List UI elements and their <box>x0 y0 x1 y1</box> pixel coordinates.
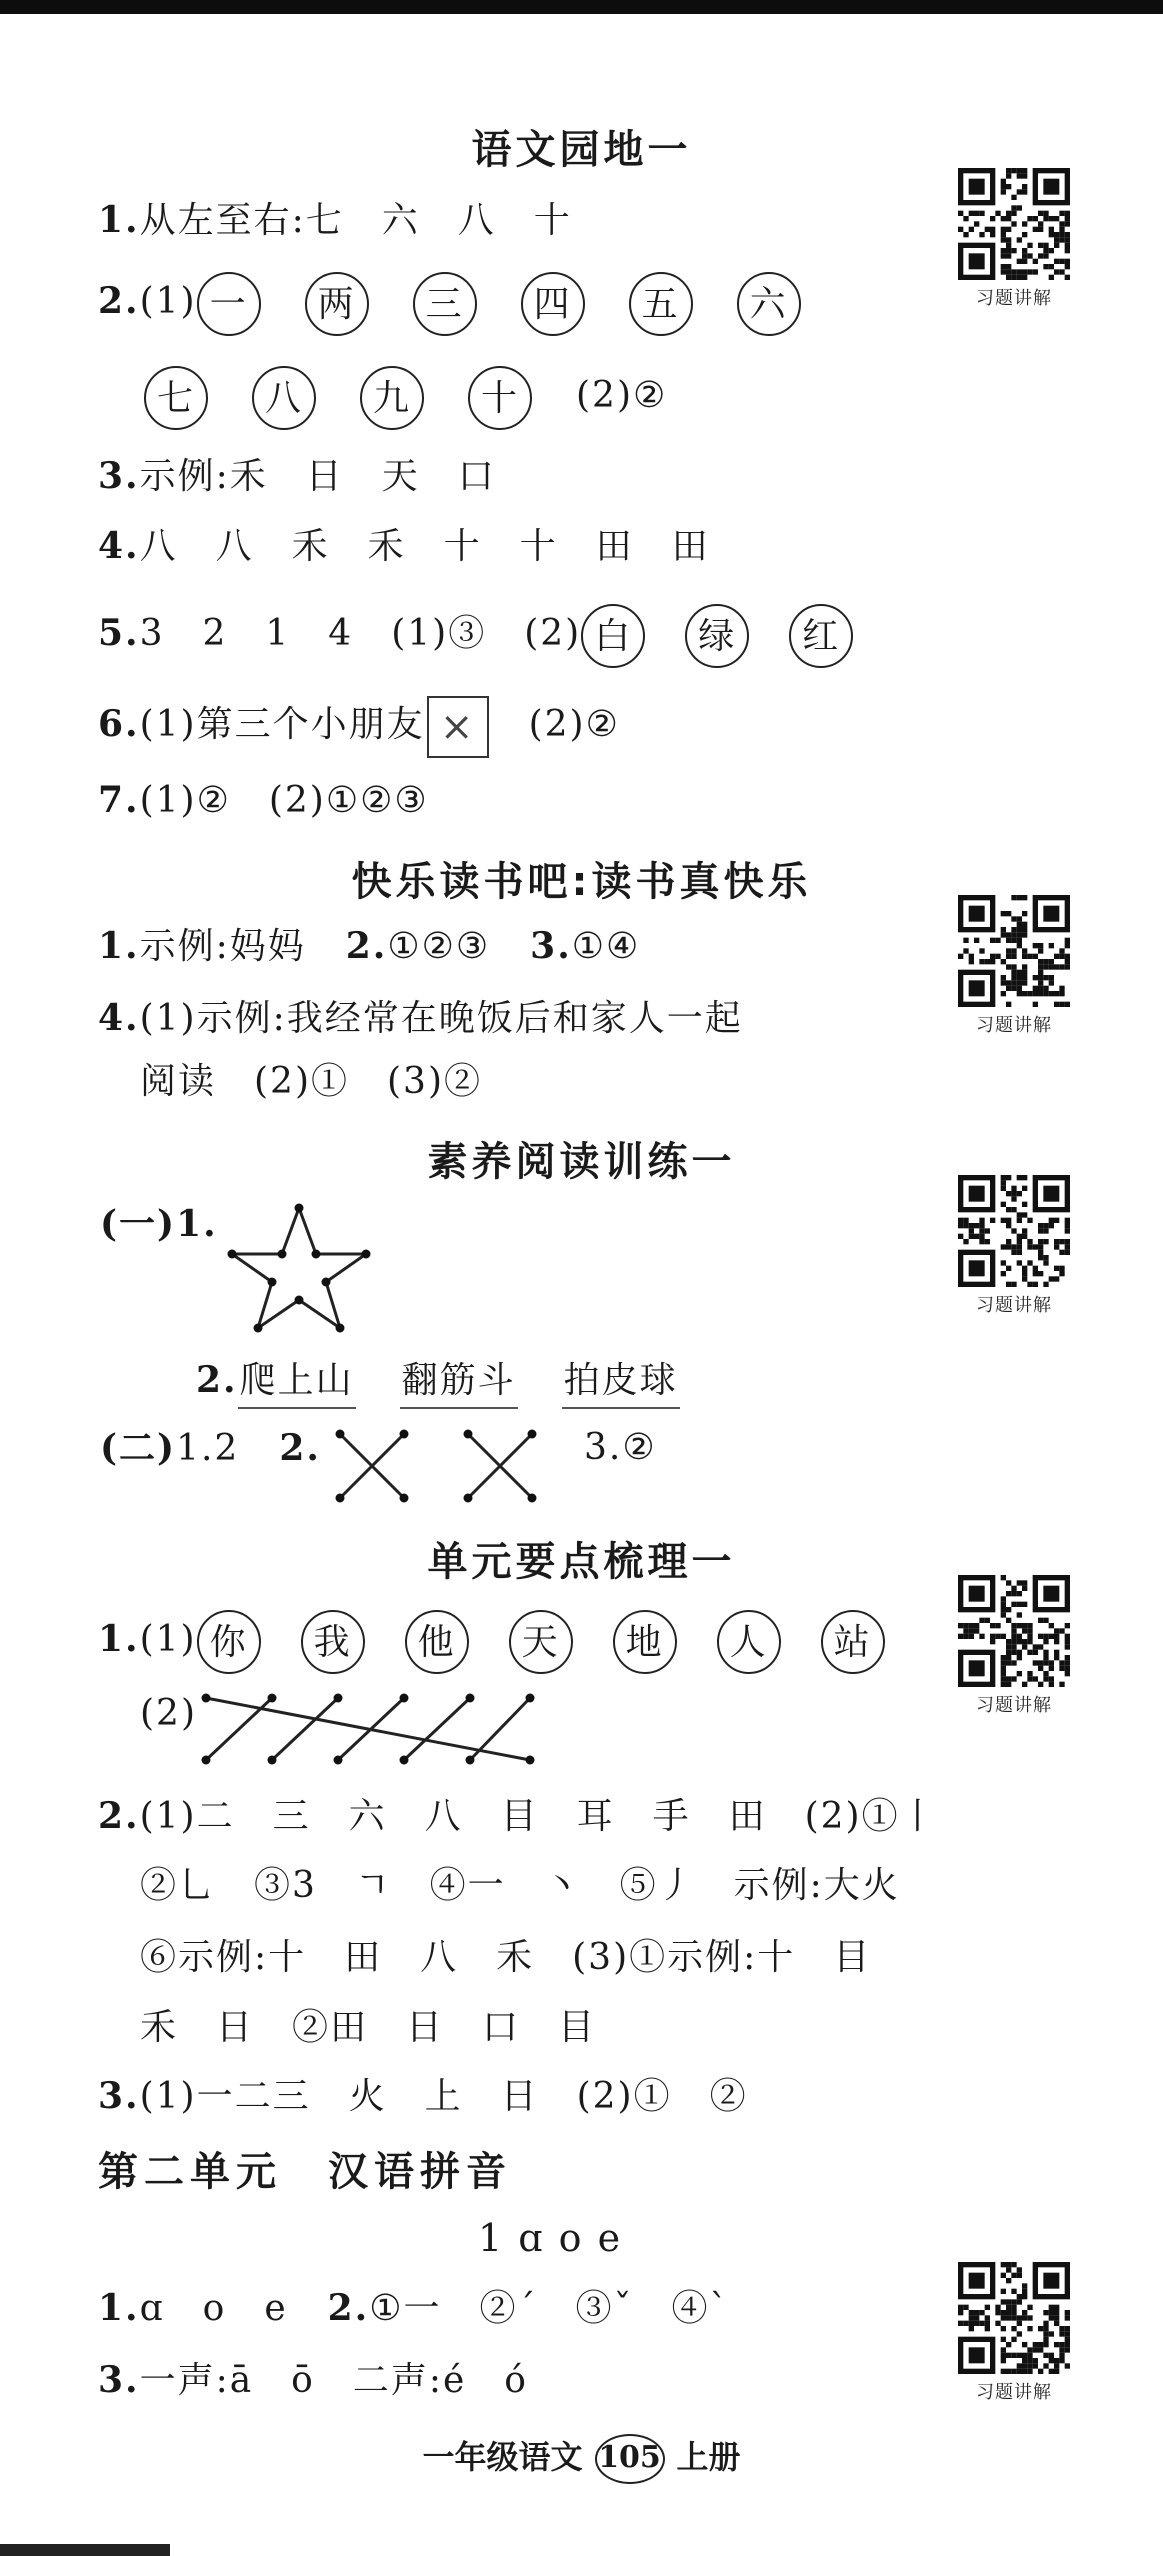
star-dot <box>362 1250 371 1259</box>
answer-training-2-3: 3.② <box>584 1427 657 1468</box>
answer-text: (2)② <box>528 704 620 745</box>
answer-text: ①④ <box>571 926 641 967</box>
qr-caption: 习题讲解 <box>976 288 1052 309</box>
underlined-word: 翻筋斗 <box>400 1357 518 1409</box>
answer-text: (1)一二三 火 上 日 (2)① ② <box>139 2076 748 2117</box>
answer-text: 1.2 <box>176 1428 240 1469</box>
section-title-literacy-training: 素养阅读训练一 <box>427 1139 736 1185</box>
circled-char: 白 <box>581 604 645 668</box>
match-line <box>470 1698 530 1760</box>
qr-code-2[interactable] <box>958 895 1070 1037</box>
matching-lines-drawing <box>200 1688 540 1768</box>
answer-training-part1 <box>100 1200 218 1249</box>
answer-text: 示例:禾 日 天 口 <box>139 456 496 497</box>
qr-caption: 习题讲解 <box>976 1695 1052 1716</box>
circled-char: 三 <box>413 272 477 336</box>
answer-yuwen-2b <box>144 366 667 430</box>
answer-yuwen-1: 1.从左至右:七 六 八 十 <box>98 199 572 241</box>
underlined-word: 拍皮球 <box>562 1357 680 1409</box>
star-dot <box>254 1324 263 1333</box>
answer-text: 示例:妈妈 <box>139 926 306 967</box>
answer-pinyin-1-2: 1.ɑ o e 2.①一 ②ˊ ③ˇ ④ˋ <box>98 2287 730 2329</box>
star-dot <box>268 1278 277 1287</box>
circled-char: 地 <box>613 1610 677 1674</box>
page-footer <box>0 2432 1163 2484</box>
qr-code-5[interactable] <box>958 2262 1070 2404</box>
answer-reading-4b: 阅读 (2)① (3)② <box>140 1061 482 1102</box>
star-dot <box>336 1324 345 1333</box>
circled-char: 站 <box>821 1610 885 1674</box>
star-outline <box>232 1208 366 1328</box>
circled-char: 八 <box>252 366 316 430</box>
answer-text: 3 2 1 4 (1)③ (2) <box>139 613 582 654</box>
circled-char: 七 <box>144 366 208 430</box>
answer-text: (1)示例:我经常在晚饭后和家人一起 <box>139 998 743 1039</box>
star-dot <box>295 1204 304 1213</box>
answer-review-2d: 禾 日 ②田 日 口 目 <box>140 2007 597 2048</box>
match-line <box>206 1698 530 1760</box>
footer-volume: 上册 <box>676 2438 741 2476</box>
qr-caption: 习题讲解 <box>976 1295 1052 1316</box>
answer-yuwen-4: 4.八 八 禾 禾 十 十 田 田 <box>98 525 710 567</box>
part-label: (一) <box>100 1203 177 1245</box>
match-line <box>338 1698 404 1760</box>
qr-code-image <box>958 895 1070 1007</box>
qr-code-1[interactable] <box>958 168 1070 310</box>
circled-char: 你 <box>197 1610 261 1674</box>
circled-char: 人 <box>717 1610 781 1674</box>
qr-code-image <box>958 1575 1070 1687</box>
answer-text: (1)第三个小朋友 <box>139 704 425 745</box>
answer-text: 八 八 禾 禾 十 十 田 田 <box>139 526 710 567</box>
answer-text: ①②③ <box>387 926 491 967</box>
answer-review-3: 3.(1)一二三 火 上 日 (2)① ② <box>98 2075 748 2117</box>
answer-text: ①一 ②ˊ ③ˇ ④ˋ <box>369 2288 730 2329</box>
underlined-word: 爬上山 <box>238 1357 356 1409</box>
circled-char: 天 <box>509 1610 573 1674</box>
answer-yuwen-7: 7.(1)② (2)①②③ <box>98 779 429 821</box>
section-title-yuwen-garden: 语文园地一 <box>471 127 692 173</box>
star-drawing <box>228 1202 370 1334</box>
answer-text: ɑ o e <box>139 2288 288 2329</box>
match-line <box>206 1698 272 1760</box>
section-title-unit-review: 单元要点梳理一 <box>427 1539 736 1585</box>
star-dot <box>322 1278 331 1287</box>
circled-char: 四 <box>521 272 585 336</box>
qr-caption: 习题讲解 <box>976 2382 1052 2403</box>
question-number: 2. <box>196 1359 238 1401</box>
circled-char: 我 <box>301 1610 365 1674</box>
cross-box: × <box>427 696 489 758</box>
answer-text: 一声:ā ō 二声:é ó <box>139 2360 528 2401</box>
answer-review-1: 1.(1) 你 我 他 天 地 人 站 <box>98 1610 925 1674</box>
answer-training-2 <box>196 1356 724 1409</box>
bottom-border <box>0 2544 170 2556</box>
circled-char: 六 <box>737 272 801 336</box>
star-dot <box>228 1250 237 1259</box>
qr-code-3[interactable] <box>958 1175 1070 1317</box>
answer-yuwen-3: 3.示例:禾 日 天 口 <box>98 455 496 497</box>
answer-text: (1)② (2)①②③ <box>139 780 429 821</box>
circled-char: 两 <box>305 272 369 336</box>
qr-code-image <box>958 168 1070 280</box>
answer-yuwen-5: 5.3 2 1 4 (1)③ (2) 白 绿 红 <box>98 604 893 668</box>
answer-review-2b: ②乚 ③3 ㄱ ④一 丶 ⑤丿 示例:大火 <box>140 1865 900 1906</box>
answer-review-2c: ⑥示例:十 田 八 禾 (3)①示例:十 目 <box>140 1937 872 1978</box>
circled-char: 五 <box>629 272 693 336</box>
circled-char: 绿 <box>685 604 749 668</box>
answer-review-2a: 2.(1)二 三 六 八 目 耳 手 田 (2)①丨 <box>98 1795 938 1837</box>
top-border <box>0 0 1163 14</box>
qr-code-4[interactable] <box>958 1575 1070 1717</box>
part-label: (二) <box>100 1427 177 1469</box>
answer-text: 从左至右:七 六 八 十 <box>139 200 572 241</box>
answer-review-1-2: (2) <box>140 1693 197 1734</box>
answer-reading-4a: 4.(1)示例:我经常在晚饭后和家人一起 <box>98 997 743 1039</box>
circled-char: 十 <box>468 366 532 430</box>
answer-training-part2 <box>100 1424 321 1473</box>
answer-paren: (1) <box>139 281 197 322</box>
question-number: 1. <box>176 1203 218 1245</box>
page-number: 105 <box>595 2434 665 2484</box>
qr-code-image <box>958 2262 1070 2374</box>
star-dot <box>295 1296 304 1305</box>
answer-reading-1-3: 1.示例:妈妈 2.①②③ 3.①④ <box>98 925 641 967</box>
answer-yuwen-6: 6.(1)第三个小朋友 × (2)② <box>98 696 620 758</box>
star-dot <box>278 1250 287 1259</box>
circled-char: 九 <box>360 366 424 430</box>
circled-char: 他 <box>405 1610 469 1674</box>
lesson-subtitle: 1 ɑ o e <box>478 2216 623 2260</box>
match-line <box>404 1698 470 1760</box>
qr-code-image <box>958 1175 1070 1287</box>
section-title-pinyin-unit: 第二单元 汉语拼音 <box>98 2149 512 2195</box>
match-line <box>272 1698 338 1760</box>
circled-char: 一 <box>197 272 261 336</box>
circled-char: 红 <box>789 604 853 668</box>
answer-yuwen-2a: 2.(1) 一 两 三 四 五 六 <box>98 272 845 336</box>
answer-pinyin-3: 3.一声:ā ō 二声:é ó <box>98 2359 528 2401</box>
question-number: 2. <box>279 1427 321 1469</box>
cross-lines-drawing <box>334 1428 564 1504</box>
answer-text: (1)二 三 六 八 目 耳 手 田 (2)①丨 <box>139 1796 938 1837</box>
section-title-happy-reading: 快乐读书吧:读书真快乐 <box>351 859 812 905</box>
qr-caption: 习题讲解 <box>976 1015 1052 1036</box>
footer-grade: 一年级语文 <box>422 2438 583 2476</box>
star-dot <box>312 1250 321 1259</box>
answer-paren: (1) <box>139 1619 197 1660</box>
answer-text: (2)② <box>576 375 668 416</box>
